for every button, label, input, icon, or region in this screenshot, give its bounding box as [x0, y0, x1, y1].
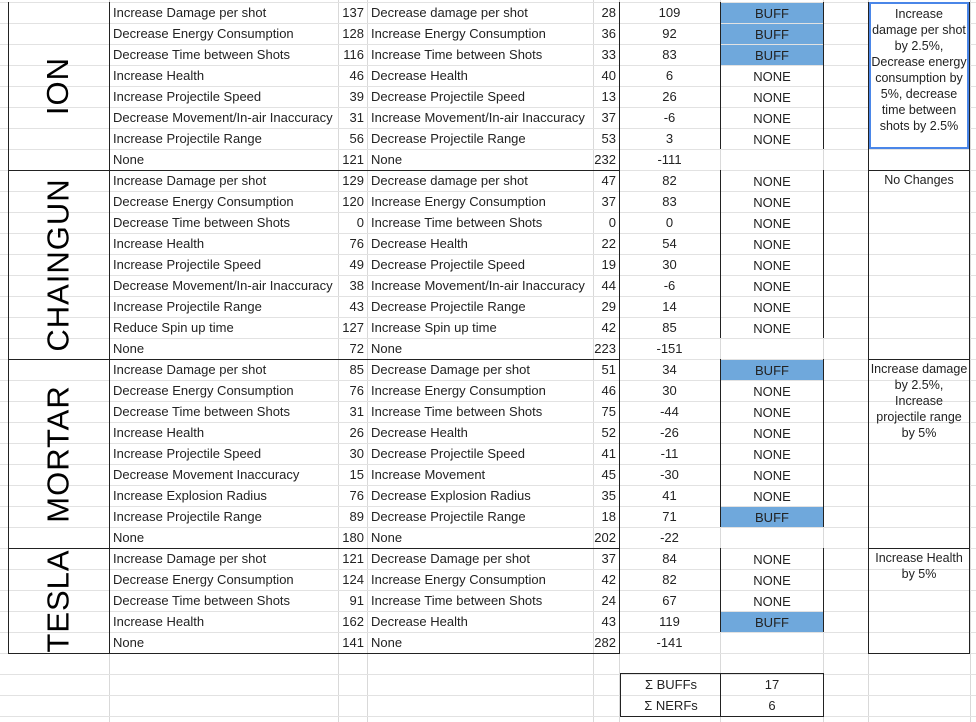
decrease-votes-cell[interactable]: 36 [601, 26, 616, 41]
group-border-divider [109, 548, 110, 653]
increase-votes-cell[interactable]: 76 [349, 383, 364, 398]
sum-nerfs-label[interactable]: Σ NERFs [644, 698, 698, 713]
increase-votes-cell[interactable]: 120 [342, 194, 364, 209]
weapon-name: CHAINGUN [40, 177, 76, 352]
net-votes-cell[interactable]: -6 [663, 278, 676, 293]
status-cell[interactable]: NONE [753, 384, 791, 399]
status-cell[interactable]: BUFF [721, 45, 823, 65]
increase-votes-cell[interactable]: 72 [349, 341, 364, 356]
note-border-bottom [868, 548, 970, 549]
status-border-left [720, 548, 721, 632]
increase-votes-cell[interactable]: 124 [342, 572, 364, 587]
decrease-votes-cell[interactable]: 44 [601, 278, 616, 293]
increase-option-cell[interactable]: None [113, 530, 145, 545]
net-votes-cell[interactable]: 83 [662, 194, 677, 209]
increase-votes-cell[interactable]: 162 [342, 614, 364, 629]
group-border-left [8, 359, 9, 548]
summary-border-right [823, 673, 824, 717]
status-cell[interactable]: BUFF [721, 612, 823, 632]
increase-votes-cell[interactable]: 128 [342, 26, 364, 41]
decrease-votes-cell[interactable]: 75 [601, 404, 616, 419]
increase-option-cell[interactable]: Decrease Energy Consumption [113, 194, 294, 209]
decrease-option-cell[interactable]: Decrease Damage per shot [371, 362, 530, 377]
net-votes-cell[interactable]: 83 [662, 47, 677, 62]
increase-votes-cell[interactable]: 56 [349, 131, 364, 146]
decrease-option-cell[interactable]: Decrease Projectile Range [371, 299, 526, 314]
status-cell[interactable]: NONE [753, 594, 791, 609]
note-border-right [969, 548, 970, 653]
change-note[interactable]: No Changes [884, 173, 954, 187]
decrease-votes-cell[interactable]: 18 [601, 509, 616, 524]
decrease-option-cell[interactable]: None [371, 341, 403, 356]
status-border-left [720, 2, 721, 149]
increase-option-cell[interactable]: None [113, 635, 145, 650]
decrease-votes-cell[interactable]: 0 [608, 215, 616, 230]
status-cell[interactable]: NONE [753, 426, 791, 441]
increase-option-cell[interactable]: Increase Health [113, 68, 205, 83]
status-cell[interactable]: NONE [753, 111, 791, 126]
decrease-votes-cell[interactable]: 28 [601, 5, 616, 20]
increase-option-cell[interactable]: Increase Explosion Radius [113, 488, 267, 503]
decrease-votes-cell[interactable]: 22 [601, 236, 616, 251]
status-border-right [823, 170, 824, 338]
status-border-right [823, 359, 824, 527]
decrease-option-cell[interactable]: Decrease Health [371, 236, 468, 251]
decrease-votes-cell[interactable]: 29 [601, 299, 616, 314]
increase-option-cell[interactable]: Increase Damage per shot [113, 362, 267, 377]
increase-option-cell[interactable]: Reduce Spin up time [113, 320, 234, 335]
status-cell[interactable]: NONE [753, 573, 791, 588]
increase-votes-cell[interactable]: 31 [349, 404, 364, 419]
note-border-left [868, 359, 869, 548]
weapon-label[interactable] [8, 359, 109, 548]
status-cell[interactable]: NONE [753, 237, 791, 252]
weapon-label[interactable] [8, 548, 109, 653]
group-border-divider [109, 359, 110, 548]
decrease-option-cell[interactable]: Decrease Damage per shot [371, 551, 530, 566]
status-border-right [823, 2, 824, 149]
net-votes-cell[interactable]: -6 [663, 110, 676, 125]
group-border-left [8, 548, 9, 653]
decrease-option-cell[interactable]: Decrease Health [371, 614, 468, 629]
net-votes-cell[interactable]: 109 [658, 5, 681, 20]
group-border-right [619, 2, 620, 170]
decrease-votes-cell[interactable]: 223 [594, 341, 616, 356]
increase-option-cell[interactable]: None [113, 152, 145, 167]
status-cell[interactable]: NONE [753, 489, 791, 504]
increase-votes-cell[interactable]: 26 [349, 425, 364, 440]
decrease-option-cell[interactable]: Increase Movement/In-air Inaccuracy [371, 110, 585, 125]
status-cell[interactable]: NONE [753, 258, 791, 273]
decrease-option-cell[interactable]: None [371, 152, 403, 167]
status-cell[interactable]: NONE [753, 195, 791, 210]
decrease-votes-cell[interactable]: 43 [601, 614, 616, 629]
increase-option-cell[interactable]: Increase Projectile Range [113, 509, 262, 524]
status-cell[interactable]: BUFF [721, 507, 823, 527]
status-cell[interactable]: BUFF [721, 24, 823, 44]
net-votes-cell[interactable]: 34 [662, 362, 677, 377]
decrease-option-cell[interactable]: Increase Energy Consumption [371, 572, 546, 587]
decrease-option-cell[interactable]: Decrease Projectile Speed [371, 89, 525, 104]
decrease-votes-cell[interactable]: 52 [601, 425, 616, 440]
increase-votes-cell[interactable]: 38 [349, 278, 364, 293]
decrease-votes-cell[interactable]: 37 [601, 194, 616, 209]
decrease-votes-cell[interactable]: 35 [601, 488, 616, 503]
increase-option-cell[interactable]: Increase Projectile Speed [113, 257, 262, 272]
increase-votes-cell[interactable]: 141 [342, 635, 364, 650]
group-border-right [619, 548, 620, 653]
note-border-right [969, 2, 970, 170]
decrease-votes-cell[interactable]: 47 [601, 173, 616, 188]
net-votes-cell[interactable]: 30 [662, 257, 677, 272]
increase-option-cell[interactable]: Increase Projectile Speed [113, 89, 262, 104]
increase-option-cell[interactable]: Increase Health [113, 236, 205, 251]
increase-option-cell[interactable]: Increase Projectile Range [113, 131, 262, 146]
status-cell[interactable]: NONE [753, 300, 791, 315]
increase-option-cell[interactable]: Decrease Time between Shots [113, 404, 291, 419]
note-border-left [868, 2, 869, 170]
net-votes-cell[interactable]: 6 [665, 68, 674, 83]
group-border-right [619, 359, 620, 548]
decrease-option-cell[interactable]: None [371, 530, 403, 545]
increase-votes-cell[interactable]: 49 [349, 257, 364, 272]
group-border-divider [109, 170, 110, 359]
group-border-right [619, 170, 620, 359]
decrease-option-cell[interactable]: Decrease Projectile Range [371, 509, 526, 524]
increase-votes-cell[interactable]: 46 [349, 68, 364, 83]
note-border-bottom [868, 170, 970, 171]
net-votes-cell[interactable]: -30 [660, 467, 679, 482]
note-border-bottom [868, 653, 970, 654]
increase-option-cell[interactable]: Decrease Movement/In-air Inaccuracy [113, 278, 333, 293]
note-border-left [868, 548, 869, 653]
status-cell[interactable]: NONE [753, 69, 791, 84]
increase-option-cell[interactable]: Increase Health [113, 425, 205, 440]
group-border-left [8, 2, 9, 170]
decrease-option-cell[interactable]: Decrease damage per shot [371, 173, 528, 188]
status-cell[interactable]: NONE [753, 90, 791, 105]
increase-votes-cell[interactable]: 0 [356, 215, 364, 230]
weapon-name: TESLA [40, 548, 76, 653]
decrease-votes-cell[interactable]: 202 [594, 530, 616, 545]
net-votes-cell[interactable]: -111 [657, 152, 682, 167]
net-votes-cell[interactable]: 54 [662, 236, 677, 251]
decrease-option-cell[interactable]: Increase Energy Consumption [371, 383, 546, 398]
net-votes-cell[interactable]: -22 [660, 530, 679, 545]
note-border-bottom [868, 359, 970, 360]
increase-votes-cell[interactable]: 180 [342, 530, 364, 545]
decrease-votes-cell[interactable]: 53 [601, 131, 616, 146]
increase-option-cell[interactable]: Decrease Movement/In-air Inaccuracy [113, 110, 333, 125]
net-votes-cell[interactable]: 30 [662, 383, 677, 398]
net-votes-cell[interactable]: 84 [662, 551, 677, 566]
net-votes-cell[interactable]: -44 [660, 404, 679, 419]
increase-votes-cell[interactable]: 76 [349, 236, 364, 251]
sum-buffs-value[interactable]: 17 [764, 677, 780, 692]
decrease-votes-cell[interactable]: 24 [601, 593, 616, 608]
group-border-divider [109, 2, 110, 170]
net-votes-cell[interactable]: 0 [665, 215, 674, 230]
increase-option-cell[interactable]: Increase Health [113, 614, 205, 629]
increase-votes-cell[interactable]: 116 [343, 47, 364, 62]
group-border-bottom [8, 653, 620, 654]
net-votes-cell[interactable]: 14 [662, 299, 677, 314]
net-votes-cell[interactable]: -11 [660, 446, 679, 461]
status-cell[interactable]: NONE [753, 279, 791, 294]
weapon-name: MORTAR [40, 384, 76, 523]
status-cell[interactable]: NONE [753, 132, 791, 147]
decrease-votes-cell[interactable]: 33 [601, 47, 616, 62]
increase-votes-cell[interactable]: 85 [349, 362, 364, 377]
net-votes-cell[interactable]: 82 [662, 173, 677, 188]
decrease-option-cell[interactable]: Decrease Health [371, 68, 468, 83]
increase-option-cell[interactable]: Decrease Time between Shots [113, 215, 291, 230]
increase-votes-cell[interactable]: 15 [349, 467, 364, 482]
decrease-votes-cell[interactable]: 46 [601, 383, 616, 398]
status-cell[interactable]: NONE [753, 174, 791, 189]
increase-option-cell[interactable]: Increase Damage per shot [113, 551, 267, 566]
note-border-right [969, 359, 970, 548]
net-votes-cell[interactable]: 85 [662, 320, 677, 335]
decrease-votes-cell[interactable]: 19 [601, 257, 616, 272]
net-votes-cell[interactable]: 41 [662, 488, 677, 503]
increase-votes-cell[interactable]: 91 [349, 593, 364, 608]
increase-votes-cell[interactable]: 76 [349, 488, 364, 503]
net-votes-cell[interactable]: 3 [665, 131, 674, 146]
weapon-name: ION [40, 56, 76, 116]
decrease-votes-cell[interactable]: 42 [601, 320, 616, 335]
decrease-option-cell[interactable]: Increase Time between Shots [371, 47, 543, 62]
status-border-right [823, 548, 824, 632]
decrease-votes-cell[interactable]: 13 [601, 89, 616, 104]
increase-option-cell[interactable]: Decrease Energy Consumption [113, 26, 294, 41]
change-note[interactable]: Increase damage by 2.5%, Increase projectile range by 5% [870, 362, 968, 440]
note-border-right [969, 170, 970, 359]
status-cell[interactable]: NONE [753, 216, 791, 231]
summary-border-bottom [620, 716, 824, 717]
sum-nerfs-value[interactable]: 6 [768, 698, 776, 713]
increase-votes-cell[interactable]: 137 [342, 5, 364, 20]
weapon-label[interactable] [8, 2, 109, 170]
weapon-label[interactable] [8, 170, 109, 359]
decrease-votes-cell[interactable]: 37 [601, 551, 616, 566]
increase-votes-cell[interactable]: 121 [342, 152, 364, 167]
increase-option-cell[interactable]: None [113, 341, 145, 356]
decrease-votes-cell[interactable]: 45 [601, 467, 616, 482]
status-border-left [720, 170, 721, 338]
decrease-option-cell[interactable]: Decrease damage per shot [371, 5, 528, 20]
decrease-option-cell[interactable]: Increase Energy Consumption [371, 194, 546, 209]
increase-option-cell[interactable]: Decrease Time between Shots [113, 47, 291, 62]
increase-option-cell[interactable]: Increase Projectile Speed [113, 446, 262, 461]
increase-votes-cell[interactable]: 121 [342, 551, 364, 566]
decrease-option-cell[interactable]: Decrease Projectile Speed [371, 257, 525, 272]
increase-option-cell[interactable]: Decrease Time between Shots [113, 593, 291, 608]
decrease-option-cell[interactable]: Increase Time between Shots [371, 593, 543, 608]
status-border-left [720, 359, 721, 527]
increase-votes-cell[interactable]: 43 [349, 299, 364, 314]
net-votes-cell[interactable]: -26 [660, 425, 679, 440]
net-votes-cell[interactable]: 92 [662, 26, 677, 41]
status-cell[interactable]: NONE [753, 321, 791, 336]
increase-votes-cell[interactable]: 127 [342, 320, 364, 335]
net-votes-cell[interactable]: 82 [662, 572, 677, 587]
increase-votes-cell[interactable]: 30 [349, 446, 364, 461]
decrease-votes-cell[interactable]: 232 [594, 152, 616, 167]
decrease-votes-cell[interactable]: 42 [601, 572, 616, 587]
decrease-option-cell[interactable]: Decrease Projectile Range [371, 131, 526, 146]
decrease-option-cell[interactable]: None [371, 635, 403, 650]
increase-option-cell[interactable]: Increase Damage per shot [113, 173, 267, 188]
decrease-option-cell[interactable]: Increase Movement/In-air Inaccuracy [371, 278, 585, 293]
decrease-option-cell[interactable]: Increase Time between Shots [371, 404, 543, 419]
increase-votes-cell[interactable]: 39 [349, 89, 364, 104]
increase-votes-cell[interactable]: 31 [349, 110, 364, 125]
increase-option-cell[interactable]: Increase Projectile Range [113, 299, 262, 314]
increase-option-cell[interactable]: Decrease Energy Consumption [113, 572, 294, 587]
increase-option-cell[interactable]: Increase Damage per shot [113, 5, 267, 20]
status-cell[interactable]: BUFF [721, 3, 823, 23]
net-votes-cell[interactable]: 119 [659, 614, 680, 629]
decrease-option-cell[interactable]: Decrease Projectile Speed [371, 446, 525, 461]
status-cell[interactable]: NONE [753, 468, 791, 483]
group-border-left [8, 170, 9, 359]
decrease-votes-cell[interactable]: 40 [601, 68, 616, 83]
status-cell[interactable]: NONE [753, 405, 791, 420]
change-note[interactable]: Increase Health by 5% [875, 551, 963, 581]
decrease-votes-cell[interactable]: 282 [594, 635, 616, 650]
decrease-option-cell[interactable]: Increase Energy Consumption [371, 26, 546, 41]
decrease-option-cell[interactable]: Decrease Explosion Radius [371, 488, 531, 503]
decrease-option-cell[interactable]: Increase Spin up time [371, 320, 497, 335]
increase-option-cell[interactable]: Decrease Energy Consumption [113, 383, 294, 398]
net-votes-cell[interactable]: 26 [662, 89, 677, 104]
status-cell[interactable]: BUFF [721, 360, 823, 380]
decrease-votes-cell[interactable]: 37 [601, 110, 616, 125]
decrease-option-cell[interactable]: Increase Time between Shots [371, 215, 543, 230]
increase-option-cell[interactable]: Decrease Movement Inaccuracy [113, 467, 300, 482]
decrease-option-cell[interactable]: Decrease Health [371, 425, 468, 440]
status-cell[interactable]: NONE [753, 447, 791, 462]
increase-votes-cell[interactable]: 89 [349, 509, 364, 524]
net-votes-cell[interactable]: 71 [662, 509, 677, 524]
sum-buffs-label[interactable]: Σ BUFFs [644, 677, 698, 692]
decrease-votes-cell[interactable]: 51 [601, 362, 616, 377]
net-votes-cell[interactable]: 67 [662, 593, 677, 608]
note-border-left [868, 170, 869, 359]
decrease-votes-cell[interactable]: 41 [601, 446, 616, 461]
net-votes-cell[interactable]: -151 [656, 341, 683, 356]
change-note[interactable]: Increase damage per shot by 2.5%, Decrease energy consumption by 5%, decrease time between shots by 2.5% [869, 2, 969, 149]
net-votes-cell[interactable]: -141 [656, 635, 683, 650]
status-cell[interactable]: NONE [753, 552, 791, 567]
increase-votes-cell[interactable]: 129 [342, 173, 364, 188]
decrease-option-cell[interactable]: Increase Movement [371, 467, 486, 482]
